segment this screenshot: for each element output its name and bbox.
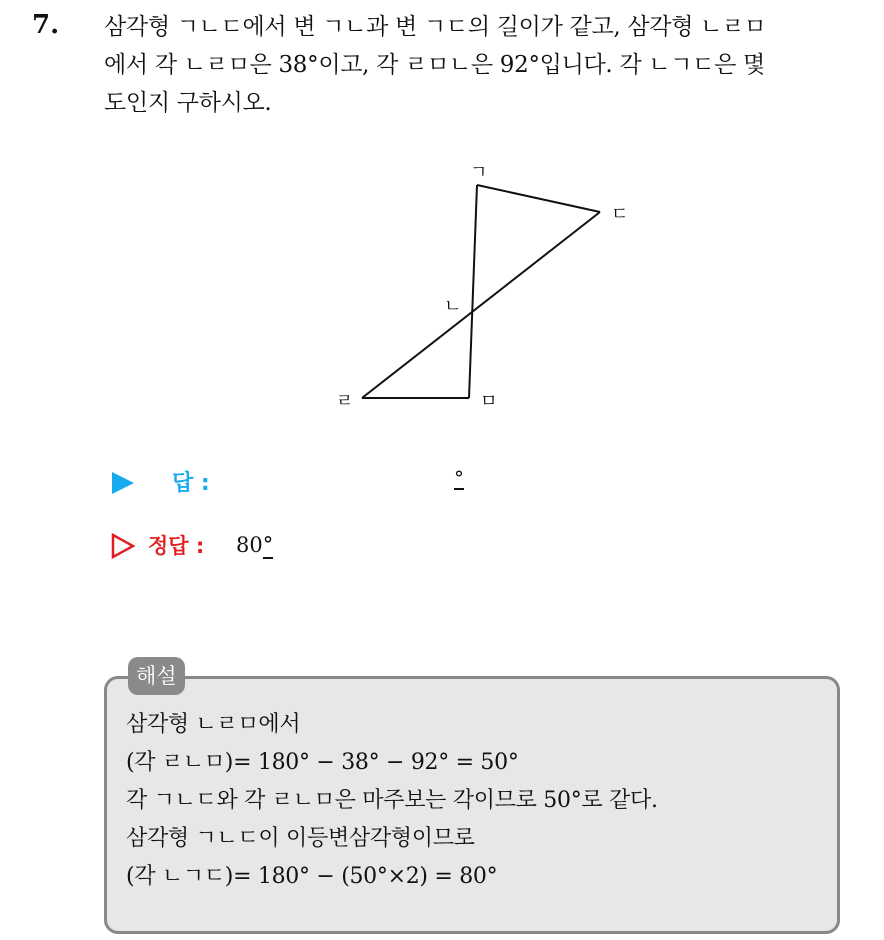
solution-text [126,706,826,896]
solution-line: 삼각형 ㄴㄹㅁ에서 [126,712,301,737]
segment-g-m [469,185,477,398]
solution-line: (각 ㄹㄴㅁ)= 180° − 38° − 92° = 50° [126,750,519,775]
label-d: ㄷ [611,204,629,225]
solution-tag: 해설 [128,657,185,695]
answer-label: 답 : [172,471,210,496]
label-r: ㄹ [336,391,354,412]
segment-g-d [477,185,600,212]
label-m: ㅁ [480,391,498,412]
solution-line: (각 ㄴㄱㄷ)= 180° − (50°×2) = 80° [126,864,498,889]
solution-line: 각 ㄱㄴㄷ와 각 ㄹㄴㅁ은 마주보는 각이므로 50°로 같다. [126,788,658,813]
play-outline-icon [110,533,136,559]
question-number: 7. [32,10,60,40]
answer-unit: ° [454,466,464,490]
question-line: 삼각형 ㄱㄴㄷ에서 변 ㄱㄴ과 변 ㄱㄷ의 길이가 같고, 삼각형 ㄴㄹㅁ [104,14,766,40]
play-triangle-icon [112,472,134,494]
answer-row [108,466,508,498]
correct-answer-label: 정답 : [148,534,205,558]
correct-answer-row [108,530,508,562]
correct-answer-value: 80° [236,533,274,557]
label-n: ㄴ [444,296,462,317]
question-line: 도인지 구하시오. [104,90,272,116]
solution-line: 삼각형 ㄱㄴㄷ이 이등변삼각형이므로 [126,826,475,851]
label-g: ㄱ [470,162,488,183]
segment-d-r [362,212,600,398]
question-line: 에서 각 ㄴㄹㅁ은 38°이고, 각 ㄹㅁㄴ은 92°입니다. 각 ㄴㄱㄷ은 몇 [104,52,765,78]
correct-answer-unit: ° [262,533,274,557]
